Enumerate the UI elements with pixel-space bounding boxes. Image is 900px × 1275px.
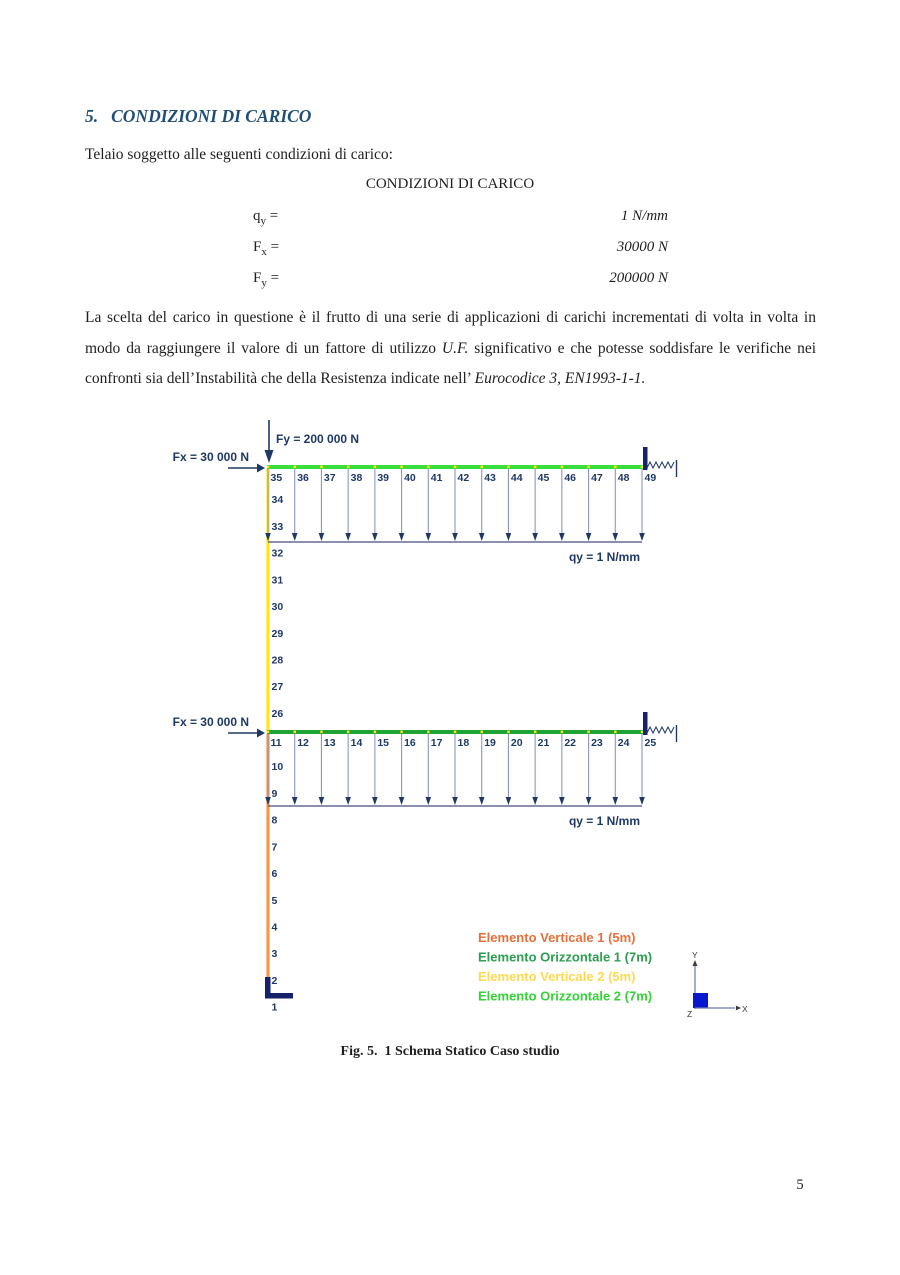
beam-node-label: 22 [564,737,577,749]
load-arrow-head [319,533,325,541]
beam-node-dot [641,466,644,469]
beam-node-dot [374,731,377,734]
beam-node-label: 37 [323,472,336,484]
beam-node-label: 24 [617,737,630,749]
load-symbol: $q_y$ = [253,208,279,227]
load-table-title: CONDIZIONI DI CARICO [365,176,535,192]
load-arrow-head [265,533,271,541]
paragraph-segment: La scelta del carico in questione è il frutto di una serie di applicazioni di carichi incrementati di volta in volta in modo da raggiungere il valore di un fattore di utilizzo [85,309,816,357]
beam-node-label: 43 [484,472,496,484]
beam-node-label: 14 [350,737,363,749]
support-bar-icon [643,712,648,735]
beam-node-dot [267,731,270,734]
beam-node-label: 12 [297,737,309,749]
load-arrow-head [612,533,618,541]
load-arrow-head [292,533,298,541]
beam-node-label: 35 [270,472,283,484]
beam-node-label: 49 [644,472,657,484]
load-symbol: $F_x$ = [253,239,280,258]
beam-node-dot [374,466,377,469]
load-arrow-head [586,533,592,541]
base-support-icon [265,993,293,999]
load-arrow-head [479,533,485,541]
load-row-qy [0,208,900,228]
beam-node-dot [347,731,350,734]
intro-text: Telaio soggetto alle seguenti condizioni di carico: [85,146,393,163]
beam-node-dot [454,731,457,734]
spring-support-icon [647,727,674,733]
axis-y-label: Y [692,950,698,960]
load-arrow-head [399,797,405,805]
fx-arrow-head [257,729,265,738]
beam-node-label: 25 [644,737,657,749]
beam-node-dot [507,466,510,469]
column-node-label: 7 [271,841,278,854]
beam-node-dot [454,466,457,469]
axis-z-label: Z [687,1009,693,1019]
beam-node-label: 42 [457,472,470,484]
figure-caption: Fig. 5. 1 Schema Statico Caso studio [340,1044,560,1059]
beam-node-label: 17 [430,737,443,749]
beam-node-label: 11 [270,737,282,749]
section-number: 5. [85,106,99,126]
beam-node-dot [427,731,430,734]
beam-node-label: 48 [617,472,630,484]
beam-node-dot [294,731,297,734]
beam-node-dot [320,731,323,734]
load-arrow-head [292,797,298,805]
beam-node-dot [507,731,510,734]
beam-node-label: 39 [377,472,390,484]
beam-node-dot [481,466,484,469]
paragraph-segment: U.F. [441,339,469,357]
load-arrow-head [612,797,618,805]
beam-node-dot [587,731,590,734]
paragraph-segment: significativo e che potesse soddisfare le verifiche nei confronti sia dell’Instabilità che della Resistenza indicate nell’ [85,339,817,388]
beam-node-dot [534,466,537,469]
beam-node-label: 41 [430,472,443,484]
load-arrow-head [639,797,645,805]
figure-schema-svg [60,415,760,1030]
column-node-label: 29 [271,627,284,640]
load-arrow-head [425,797,431,805]
axis-y-arrow [693,960,698,966]
body-paragraph [85,303,816,395]
axis-x-arrow [736,1006,741,1011]
load-arrow-head [319,797,325,805]
load-arrow-head [532,533,538,541]
load-arrow-head [586,797,592,805]
load-arrow-head [372,533,378,541]
column-node-label: 32 [271,547,284,560]
beam-node-dot [320,466,323,469]
beam-node-dot [400,466,403,469]
paragraph-segment: Eurocodice 3, EN1993-1-1. [474,370,646,388]
load-arrow-head [639,533,645,541]
beam-node-label: 19 [484,737,496,749]
beam-node-dot [561,731,564,734]
load-arrow-head [479,797,485,805]
load-arrow-head [345,533,351,541]
beam-node-dot [294,466,297,469]
beam-node-dot [614,466,617,469]
spring-support-icon [647,462,674,468]
beam-node-label: 21 [537,737,550,749]
beam-node-label: 23 [591,737,603,749]
legend-item: Elemento Orizzontale 1 (7m) [478,949,653,965]
qy-load-label: qy = 1 N/mm [568,814,640,828]
load-row-fy [0,270,900,290]
load-row-fx [0,239,900,259]
column-node-label: 34 [271,494,284,507]
load-arrow-head [559,797,565,805]
load-arrow-head [559,533,565,541]
load-value: 200000 N [609,270,668,286]
column-node-label: 28 [271,654,284,667]
beam-node-label: 47 [591,472,603,484]
axis-origin-square [693,993,708,1008]
column-node-label: 30 [271,601,284,614]
load-value: 30000 N [616,239,668,255]
beam-node-label: 44 [510,472,523,484]
beam-node-dot [481,731,484,734]
support-bar-icon [643,447,648,470]
beam-node-label: 46 [564,472,577,484]
beam-node-label: 40 [404,472,416,484]
load-arrow-head [506,797,512,805]
load-value: 1 N/mm [620,208,668,224]
qy-load-label: qy = 1 N/mm [568,550,640,564]
column-node-label: 5 [271,894,278,907]
fy-force-label: Fy = 200 000 N [276,432,360,446]
column-node-label: 4 [271,921,278,934]
column-node-label: 26 [271,707,284,720]
section-title: CONDIZIONI DI CARICO [111,106,312,126]
load-arrow-head [345,797,351,805]
page-number: 5 [796,1177,804,1193]
load-arrow-head [452,533,458,541]
legend-item: Elemento Verticale 1 (5m) [478,930,636,945]
legend-item: Elemento Orizzontale 2 (7m) [478,988,653,1004]
fx-force-label: Fx = 30 000 N [172,450,249,464]
load-arrow-head [265,797,271,805]
section-heading [85,106,311,127]
column-node-label: 9 [271,787,278,800]
load-arrow-head [399,533,405,541]
column-node-label: 33 [271,520,284,533]
legend-item: Elemento Verticale 2 (5m) [478,969,636,984]
beam-node-label: 45 [537,472,550,484]
load-symbol: $F_y$ = [253,270,280,289]
beam-node-label: 36 [297,472,309,484]
load-arrow-head [372,797,378,805]
column-node-label: 1 [271,1001,278,1014]
column-node-label: 2 [271,974,278,987]
load-arrow-head [425,533,431,541]
beam-node-dot [347,466,350,469]
column-node-label: 10 [271,761,284,774]
beam-node-label: 38 [350,472,363,484]
beam-node-dot [614,731,617,734]
beam-node-dot [267,466,270,469]
column-node-label: 8 [271,814,278,827]
beam-node-dot [534,731,537,734]
axis-x-label: X [742,1004,748,1014]
beam-node-label: 18 [457,737,470,749]
beam-node-dot [587,466,590,469]
figure-schema [60,415,760,1030]
beam-node-label: 20 [510,737,523,749]
column-node-label: 3 [271,948,278,961]
beam-node-dot [400,731,403,734]
beam-node-label: 13 [323,737,336,749]
fx-force-label: Fx = 30 000 N [172,715,249,729]
beam-node-dot [427,466,430,469]
column-node-label: 27 [271,681,284,694]
fx-arrow-head [257,464,265,473]
fy-arrow-head [265,450,274,463]
load-arrow-head [452,797,458,805]
beam-node-dot [641,731,644,734]
column-node-label: 6 [271,868,278,881]
beam-node-dot [561,466,564,469]
beam-node-label: 16 [404,737,416,749]
load-arrow-head [532,797,538,805]
load-arrow-head [506,533,512,541]
beam-node-label: 15 [377,737,390,749]
column-node-label: 31 [271,574,284,587]
